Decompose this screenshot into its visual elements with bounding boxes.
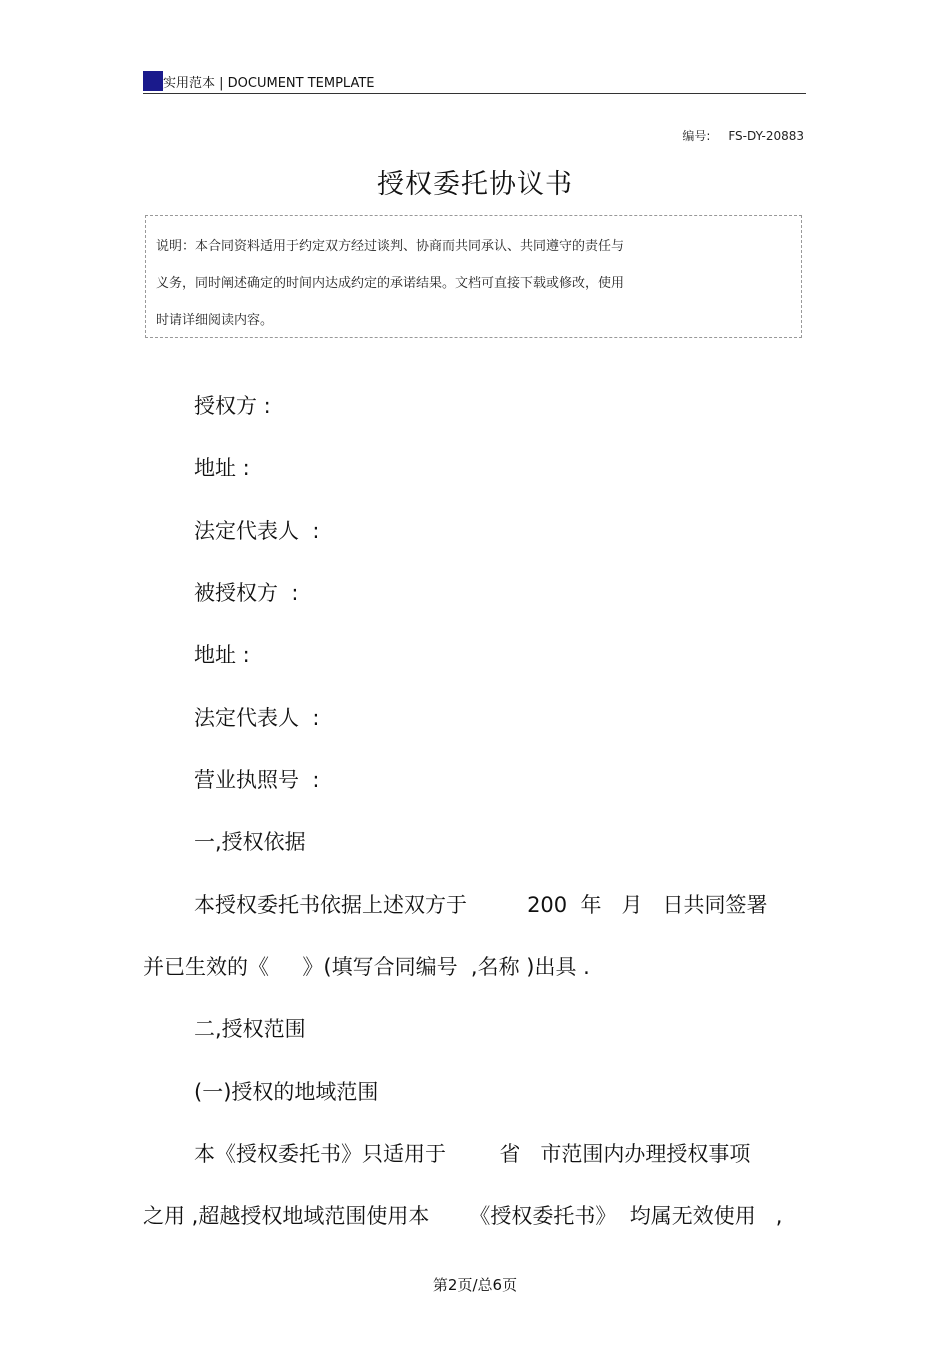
body-paragraph-line: 之用 ,超越授权地域范围使用本 《授权委托书》 均属无效使用 , [143, 1204, 783, 1228]
body-line-grantee-legal-rep: 法定代表人 : [194, 706, 320, 730]
page-footer: 第2页/总6页 [432, 1276, 518, 1294]
description-line: 时请详细阅读内容。 [156, 313, 274, 328]
body-paragraph-line: 本《授权委托书》只适用于 省 市范围内办理授权事项 [194, 1142, 751, 1166]
description-line: 说明：本合同资料适用于约定双方经过谈判、协商而共同承认、共同遵守的责任与 [156, 239, 625, 254]
body-line-license-number: 营业执照号 : [194, 768, 320, 792]
document-number-value: FS-DY-20883 [728, 129, 804, 143]
body-line-grantee-address: 地址 : [194, 643, 250, 667]
header-text: 实用范本 | DOCUMENT TEMPLATE [163, 76, 375, 91]
body-line-grantor-address: 地址 : [194, 456, 250, 480]
body-line-grantor-legal-rep: 法定代表人 : [194, 519, 320, 543]
body-line-grantee: 被授权方 : [194, 581, 299, 605]
document-title: 授权委托协议书 [377, 169, 573, 200]
subsection-heading-region: (一)授权的地域范围 [194, 1080, 379, 1104]
body-line-grantor: 授权方 : [194, 394, 271, 418]
document-number [682, 127, 804, 144]
page-header [143, 69, 806, 94]
document-number-label: 编号: [682, 129, 711, 143]
body-paragraph-line: 并已生效的《 》(填写合同编号 ,名称 )出具 . [143, 955, 590, 979]
description-box [145, 215, 802, 338]
section-heading-basis: 一,授权依据 [194, 830, 306, 854]
description-line: 义务，同时阐述确定的时间内达成约定的承诺结果。文档可直接下载或修改，使用 [156, 276, 625, 291]
section-heading-scope: 二,授权范围 [194, 1017, 306, 1041]
body-paragraph-line: 本授权委托书依据上述双方于 200 年 月 日共同签署 [194, 893, 768, 917]
logo-square-icon [143, 71, 163, 91]
